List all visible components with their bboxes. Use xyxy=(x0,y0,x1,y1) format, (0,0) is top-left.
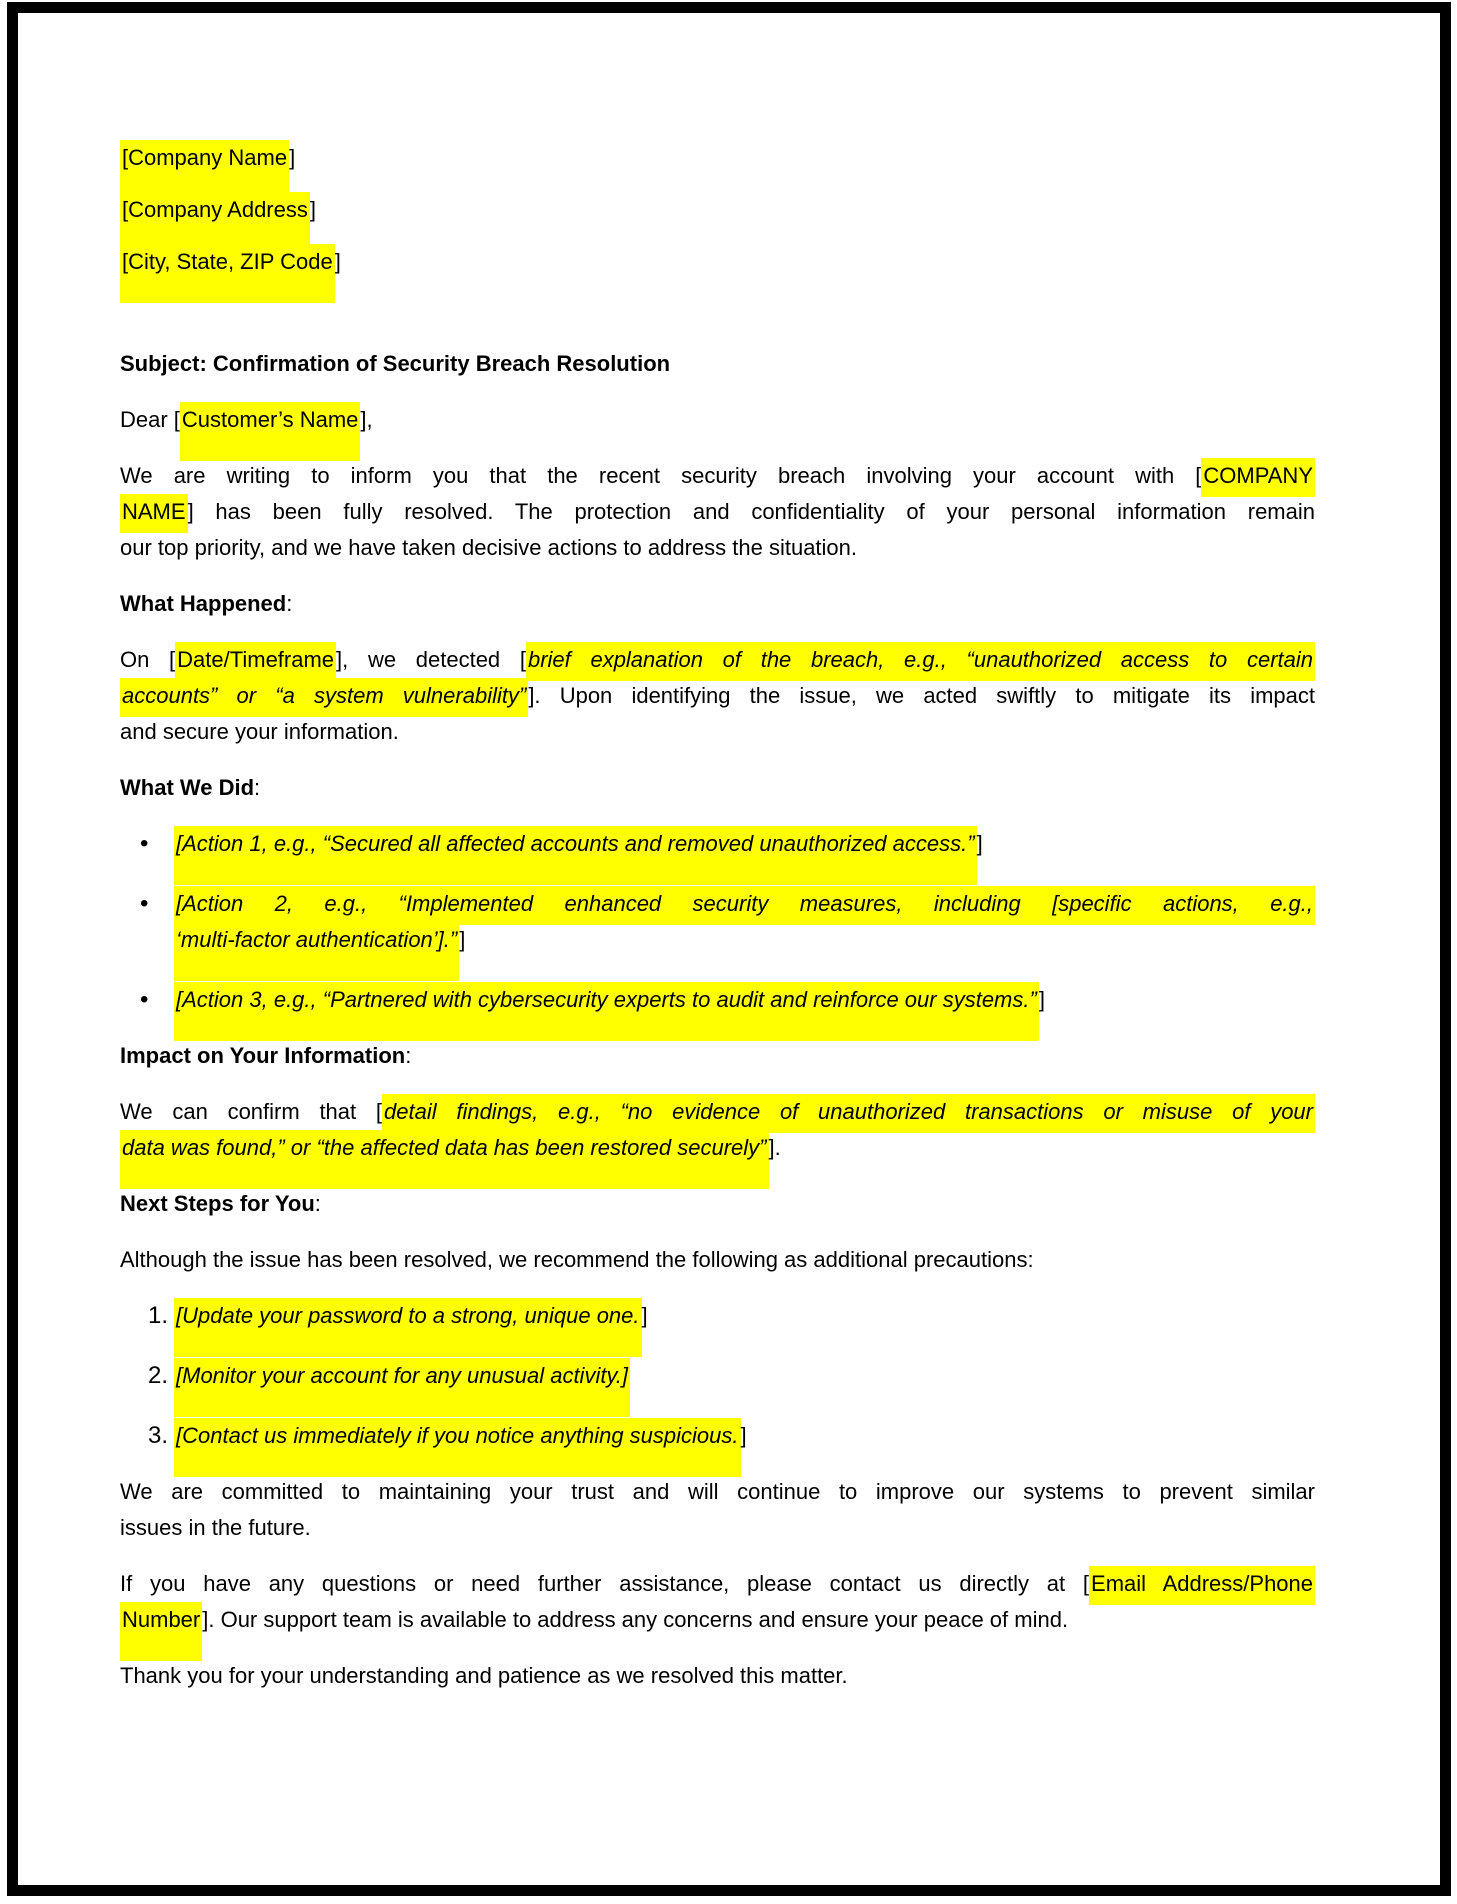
text-line xyxy=(120,244,1315,280)
intro-paragraph xyxy=(120,458,1315,566)
text-run: ] xyxy=(289,145,296,170)
text-run: Subject: Confirmation of Security Breach Resolution xyxy=(120,351,671,376)
text-run: Although the issue has been resolved, we recommend the following as additional precautions: xyxy=(120,1247,1034,1272)
bullet-marker: • xyxy=(140,890,149,917)
text-run: On [ xyxy=(120,647,176,672)
text-line xyxy=(120,1566,1315,1602)
bullet-marker: • xyxy=(140,830,149,857)
text-run: : xyxy=(314,1191,321,1216)
actions-bullet-list xyxy=(120,826,1315,1018)
text-line xyxy=(174,982,1315,1018)
text-line xyxy=(120,1130,1315,1166)
text-run: We are committed to maintaining your trust and will continue to improve our systems to prevent similar xyxy=(120,1479,1315,1504)
text-line xyxy=(120,1094,1315,1130)
highlighted-placeholder: [City, State, ZIP Code xyxy=(120,244,335,303)
text-line xyxy=(174,886,1315,922)
text-line xyxy=(174,1358,1315,1394)
text-line xyxy=(120,458,1315,494)
text-run: ] xyxy=(641,1303,648,1328)
list-item xyxy=(120,1418,1315,1454)
text-line xyxy=(120,192,1315,228)
text-run: ], xyxy=(360,407,373,432)
text-run: ] xyxy=(459,927,466,952)
highlighted-placeholder: Email Address/Phone xyxy=(1089,1566,1315,1605)
highlighted-placeholder: Date/Timeframe xyxy=(175,642,336,681)
salutation xyxy=(120,402,1315,438)
highlighted-placeholder: detail findings, e.g., “no evidence of unauthorized transactions or misuse of your xyxy=(382,1094,1315,1133)
text-line xyxy=(174,826,1315,862)
number-marker: 3. xyxy=(148,1422,169,1449)
list-item xyxy=(120,826,1315,862)
text-line xyxy=(174,1298,1315,1334)
text-run: : xyxy=(286,591,293,616)
text-run: Next Steps for You xyxy=(120,1191,315,1216)
text-run: ]. Upon identifying the issue, we acted swiftly to mitigate its impact xyxy=(528,683,1315,708)
list-item-text xyxy=(174,886,1315,958)
list-item-text xyxy=(174,1418,1315,1454)
highlighted-placeholder: [Update your password to a strong, unique one. xyxy=(174,1298,642,1357)
text-line xyxy=(174,922,1315,958)
highlighted-placeholder: [Action 1, e.g., “Secured all affected accounts and removed unauthorized access.” xyxy=(174,826,977,885)
text-run: ] xyxy=(740,1423,747,1448)
text-line xyxy=(120,494,1315,530)
impact-paragraph xyxy=(120,1094,1315,1166)
text-line xyxy=(120,1038,1315,1074)
text-run: issues in the future. xyxy=(120,1515,311,1540)
highlighted-placeholder: data was found,” or “the affected data has been restored securely” xyxy=(120,1130,769,1189)
text-run: ]. xyxy=(768,1135,781,1160)
closing-paragraph xyxy=(120,1658,1315,1694)
text-line xyxy=(120,1602,1315,1638)
text-run: Dear [ xyxy=(120,407,180,432)
list-item-text xyxy=(174,1298,1315,1334)
text-line xyxy=(120,1186,1315,1222)
text-run: ] xyxy=(1038,987,1045,1012)
text-line xyxy=(120,586,1315,622)
highlighted-placeholder: Customer’s Name xyxy=(180,402,360,461)
list-item-text xyxy=(174,826,1315,862)
precautions-intro xyxy=(120,1242,1315,1278)
commitment-paragraph xyxy=(120,1474,1315,1546)
text-run: What Happened xyxy=(120,591,287,616)
heading-what-we-did xyxy=(120,770,1315,806)
highlighted-placeholder: ‘multi-factor authentication’].” xyxy=(174,922,459,981)
text-line xyxy=(120,402,1315,438)
text-run: ] xyxy=(334,249,341,274)
text-line xyxy=(120,678,1315,714)
text-line xyxy=(120,530,1315,566)
highlighted-placeholder: Number xyxy=(120,1602,202,1661)
letter-content xyxy=(120,140,1315,1714)
company-name-line xyxy=(120,140,1315,176)
list-item xyxy=(120,1358,1315,1394)
text-line xyxy=(120,346,1315,382)
text-line xyxy=(120,714,1315,750)
number-marker: 2. xyxy=(148,1362,169,1389)
text-run: Thank you for your understanding and patience as we resolved this matter. xyxy=(120,1663,848,1688)
text-run: ] has been fully resolved. The protection and confidentiality of your personal information remain xyxy=(187,499,1315,524)
precautions-numbered-list xyxy=(120,1298,1315,1454)
text-run: ], we detected [ xyxy=(336,647,526,672)
text-line xyxy=(120,770,1315,806)
text-run: We are writing to inform you that the recent security breach involving your account with [ xyxy=(120,463,1202,488)
heading-impact xyxy=(120,1038,1315,1074)
text-run: We can confirm that [ xyxy=(120,1099,382,1124)
text-run: ] xyxy=(309,197,316,222)
highlighted-placeholder: [Contact us immediately if you notice anything suspicious. xyxy=(174,1418,741,1477)
text-run: : xyxy=(405,1043,412,1068)
highlighted-placeholder: NAME xyxy=(120,494,188,533)
text-run: Impact on Your Information xyxy=(120,1043,406,1068)
highlighted-placeholder: [Action 2, e.g., “Implemented enhanced security measures, including [specific actions, e.g., xyxy=(174,886,1315,925)
list-item xyxy=(120,982,1315,1018)
subject-line xyxy=(120,346,1315,382)
text-run: What We Did xyxy=(120,775,255,800)
text-line xyxy=(120,642,1315,678)
text-run: and secure your information. xyxy=(120,719,399,744)
list-item-text xyxy=(174,982,1315,1018)
city-state-zip-line xyxy=(120,244,1315,280)
text-line xyxy=(120,1658,1315,1694)
text-run: ]. Our support team is available to address any concerns and ensure your peace of mind. xyxy=(202,1607,1069,1632)
text-line xyxy=(174,1418,1315,1454)
highlighted-placeholder: [Company Name xyxy=(120,140,289,199)
text-run: If you have any questions or need further assistance, please contact us directly at [ xyxy=(120,1571,1090,1596)
heading-next-steps xyxy=(120,1186,1315,1222)
list-item xyxy=(120,1298,1315,1334)
highlighted-placeholder: [Monitor your account for any unusual activity.] xyxy=(174,1358,630,1417)
highlighted-placeholder: COMPANY xyxy=(1201,458,1315,497)
company-address-line xyxy=(120,192,1315,228)
contact-paragraph xyxy=(120,1566,1315,1638)
text-run: ] xyxy=(976,831,983,856)
bullet-marker: • xyxy=(140,986,149,1013)
text-run: our top priority, and we have taken decisive actions to address the situation. xyxy=(120,535,858,560)
text-line xyxy=(120,1510,1315,1546)
text-line xyxy=(120,1474,1315,1510)
blank-line xyxy=(120,296,1315,346)
number-marker: 1. xyxy=(148,1302,169,1329)
highlighted-placeholder: [Action 3, e.g., “Partnered with cybersecurity experts to audit and reinforce our systems.” xyxy=(174,982,1039,1041)
highlighted-placeholder: accounts” or “a system vulnerability” xyxy=(120,678,528,717)
text-run: : xyxy=(254,775,261,800)
highlighted-placeholder: [Company Address xyxy=(120,192,310,251)
text-line xyxy=(120,140,1315,176)
list-item-text xyxy=(174,1358,1315,1394)
heading-what-happened xyxy=(120,586,1315,622)
highlighted-placeholder: brief explanation of the breach, e.g., “unauthorized access to certain xyxy=(526,642,1315,681)
text-line xyxy=(120,1242,1315,1278)
what-happened-paragraph xyxy=(120,642,1315,750)
list-item xyxy=(120,886,1315,958)
